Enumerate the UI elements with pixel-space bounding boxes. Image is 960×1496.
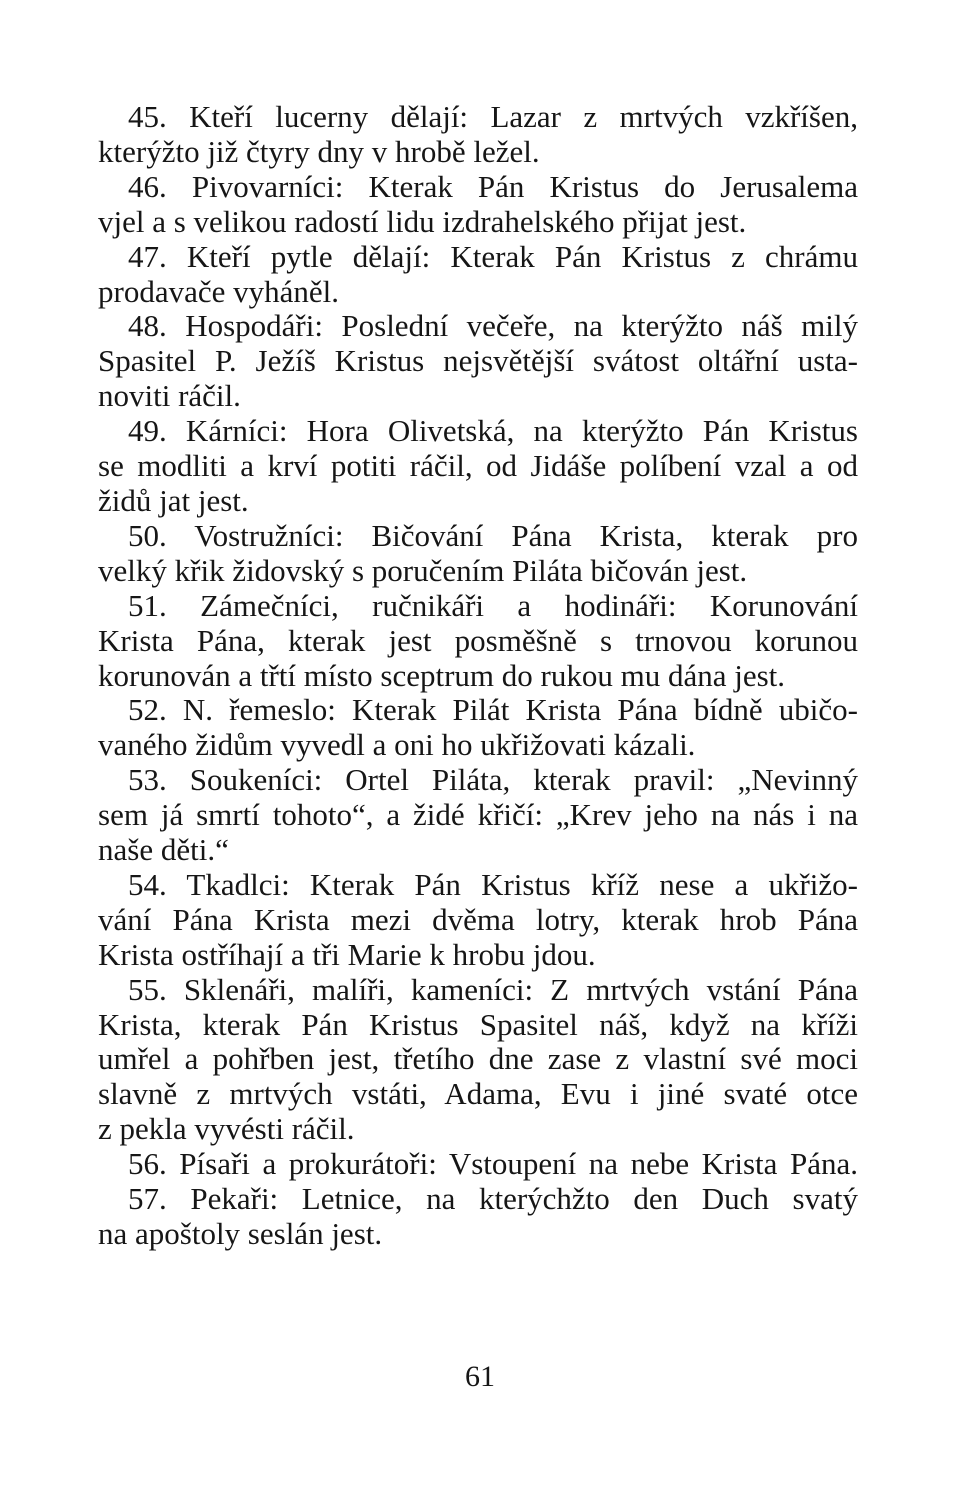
text-line: 57. Pekaři: Letnice, na kterýchžto den Duch svatý xyxy=(128,1181,858,1217)
text-line: 54. Tkadlci: Kterak Pán Kristus kříž nese a ukřižo- xyxy=(128,866,858,902)
entry-53 xyxy=(98,763,858,868)
entry-50 xyxy=(98,519,858,589)
text-line: 56. Písaři a prokurátoři: Vstoupení na nebe Krista Pána. xyxy=(128,1146,858,1182)
text-line: vaného židům vyvedl a oni ho ukřižovati kázali. xyxy=(98,727,696,763)
entry-47 xyxy=(98,240,858,310)
text-line: Krista Pána, kterak jest posměšně s trnovou korunou xyxy=(98,622,858,658)
text-line: 47. Kteří pytle dělají: Kterak Pán Kristus z chrámu xyxy=(128,238,858,274)
text-line: z pekla vyvésti ráčil. xyxy=(98,1111,355,1147)
entry-55 xyxy=(98,973,858,1148)
text-line: Krista ostříhají a tři Marie k hrobu jdou. xyxy=(98,936,596,972)
text-line: 50. Vostružníci: Bičování Pána Krista, kterak pro xyxy=(128,517,858,553)
text-line: kterýžto již čtyry dny v hrobě ležel. xyxy=(98,133,540,169)
text-line: sem já smrtí tohoto“, a židé křičí: „Krev jeho na nás i na xyxy=(98,797,858,833)
text-line: Spasitel P. Ježíš Kristus nejsvětější svátost oltářní usta- xyxy=(98,343,858,379)
entry-52 xyxy=(98,693,858,763)
page-number: 61 xyxy=(465,1360,495,1393)
text-line: 55. Sklenáři, malíři, kameníci: Z mrtvých vstání Pána xyxy=(128,971,858,1007)
text-line: 45. Kteří lucerny dělají: Lazar z mrtvých vzkříšen, xyxy=(128,99,858,134)
text-line: prodavače vyháněl. xyxy=(98,273,339,309)
text-line: naše děti.“ xyxy=(98,832,229,868)
text-line: umřel a pohřben jest, třetího dne zase z vlastní své moci xyxy=(98,1041,858,1077)
entry-46 xyxy=(98,170,858,240)
entry-57 xyxy=(98,1182,858,1252)
text-line: židů jat jest. xyxy=(98,482,249,518)
entry-45 xyxy=(98,100,858,170)
entry-48 xyxy=(98,309,858,414)
entry-56 xyxy=(98,1147,858,1182)
text-line: 46. Pivovarníci: Kterak Pán Kristus do Jerusalema xyxy=(128,168,858,204)
text-line: velký křik židovský s poručením Piláta bičován jest. xyxy=(98,552,748,588)
text-line: 53. Soukeníci: Ortel Piláta, kterak pravil: „Nevinný xyxy=(128,762,858,798)
text-line: noviti ráčil. xyxy=(98,378,241,414)
entry-54 xyxy=(98,868,858,973)
text-line: 52. N. řemeslo: Kterak Pilát Krista Pána bídně ubičo- xyxy=(128,692,858,728)
text-line: Krista, kterak Pán Kristus Spasitel náš, když na kříži xyxy=(98,1006,858,1042)
entry-49 xyxy=(98,414,858,519)
text-line: 48. Hospodáři: Poslední večeře, na kterýžto náš milý xyxy=(128,308,858,344)
text-line: 51. Zámečníci, ručnikáři a hodináři: Korunování xyxy=(128,587,858,623)
text-line: na apoštoly seslán jest. xyxy=(98,1216,383,1251)
text-line: vání Pána Krista mezi dvěma lotry, kterak hrob Pána xyxy=(98,901,858,937)
text-line: 49. Kárníci: Hora Olivetská, na kterýžto Pán Kristus xyxy=(128,413,858,449)
text-line: se modliti a krví potiti ráčil, od Jidáše políbení vzal a od xyxy=(98,448,858,484)
entry-51 xyxy=(98,589,858,694)
page-body xyxy=(98,100,858,1252)
text-line: korunován a třtí místo sceptrum do rukou mu dána jest. xyxy=(98,657,786,693)
text-line: slavně z mrtvých vstáti, Adama, Evu i jiné svaté otce xyxy=(98,1076,858,1112)
text-line: vjel a s velikou radostí lidu izdrahelského přijat jest. xyxy=(98,203,747,239)
